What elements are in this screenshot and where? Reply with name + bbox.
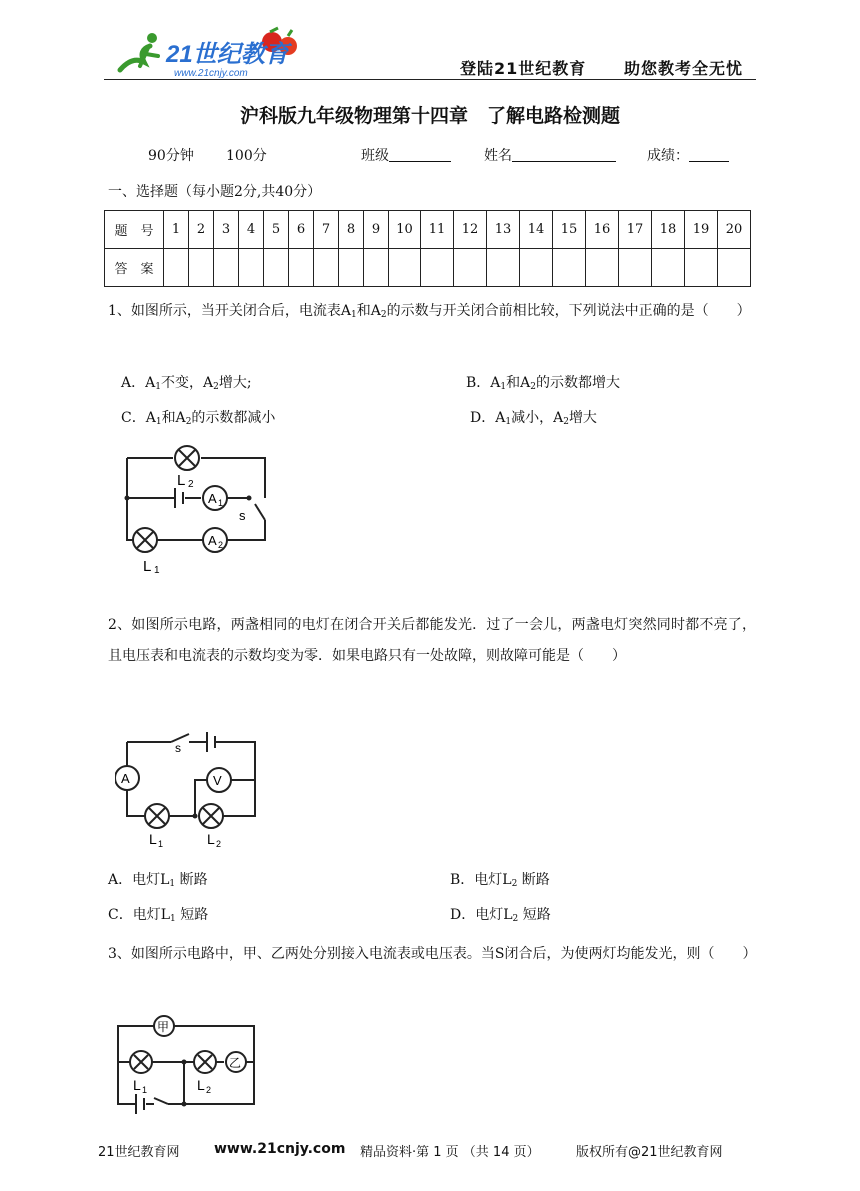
svg-text:L: L (143, 558, 152, 575)
svg-text:L: L (207, 831, 215, 847)
q3-circuit-diagram (108, 1012, 268, 1122)
svg-text:L: L (149, 831, 157, 847)
qnum-cell: 15 (553, 211, 586, 249)
qnum-cell: 8 (339, 211, 364, 249)
footer-page-info: 精品资料·第 1 页 （共 14 页） (360, 1145, 540, 1160)
q2-circuit-diagram (115, 720, 265, 850)
name-label: 姓名 (484, 148, 512, 164)
svg-text:s: s (175, 741, 181, 755)
answer-cell[interactable] (364, 249, 389, 287)
answer-cell[interactable] (454, 249, 487, 287)
svg-text:L: L (177, 472, 186, 489)
answer-cell[interactable] (421, 249, 454, 287)
answer-row (105, 249, 751, 287)
answer-cell[interactable] (520, 249, 553, 287)
question-1-stem: 1、如图所示，当开关闭合后，电流表$A_1$和$A_2$的示数与开关闭合前相比较，下列说法中正确的是（ ） (108, 303, 751, 320)
svg-text:L: L (197, 1077, 205, 1093)
q1-option-d[interactable]: D．$A_1$减小，$A_2$增大 (470, 410, 597, 427)
answer-cell[interactable] (164, 249, 189, 287)
header-slogan-right: 助您教考全无忧 (624, 59, 744, 78)
qnum-cell: 9 (364, 211, 389, 249)
qnum-cell: 17 (619, 211, 652, 249)
q2-option-c[interactable]: C．电灯$L_1$ 短路 (108, 907, 209, 924)
answer-cell[interactable] (718, 249, 751, 287)
qnum-cell: 6 (289, 211, 314, 249)
answer-cell[interactable] (586, 249, 619, 287)
question-3-stem: 3、如图所示电路中，甲、乙两处分别接入电流表或电压表。当S闭合后，为使两灯均能发光，则（ ） (108, 946, 757, 962)
qnum-cell: 11 (421, 211, 454, 249)
qnum-cell: 4 (239, 211, 264, 249)
qnum-cell: 13 (487, 211, 520, 249)
qnum-cell: 14 (520, 211, 553, 249)
qnum-cell: 16 (586, 211, 619, 249)
svg-text:A: A (208, 491, 217, 506)
footer-copyright: 版权所有@21世纪教育网 (576, 1145, 723, 1160)
lamp-icon (199, 804, 223, 828)
qnum-cell: 19 (685, 211, 718, 249)
svg-text:1: 1 (158, 839, 164, 849)
question-number-row (105, 211, 751, 249)
answer-cell[interactable] (619, 249, 652, 287)
footer-site: 21世纪教育网 (98, 1145, 180, 1160)
svg-text:2: 2 (216, 839, 222, 849)
logo (112, 26, 312, 80)
answer-cell[interactable] (264, 249, 289, 287)
answer-cell[interactable] (289, 249, 314, 287)
svg-text:乙: 乙 (229, 1056, 242, 1070)
answer-cell[interactable] (652, 249, 685, 287)
logo-url: www.21cnjy.com (174, 68, 248, 79)
answer-cell[interactable] (339, 249, 364, 287)
logo-text: 21世纪教育 (166, 41, 289, 68)
question-2-stem: 2、如图所示电路，两盏相同的电灯在闭合开关后都能发光．过了一会儿，两盏电灯突然同时都不亮了，且电压表和电流表的示数均变为零．如果电路只有一处故障，则故障可能是（ ） (108, 617, 756, 664)
grade-field[interactable] (647, 145, 729, 165)
row-label-answer: 答 案 (105, 249, 164, 287)
header-rule (104, 79, 756, 80)
svg-text:2: 2 (188, 479, 194, 490)
class-blank[interactable] (389, 147, 451, 162)
grade-blank[interactable] (689, 147, 729, 162)
header-slogan-left: 登陆21世纪教育 (460, 59, 587, 78)
svg-text:s: s (239, 508, 246, 523)
qnum-cell: 12 (454, 211, 487, 249)
name-blank[interactable] (512, 147, 616, 162)
q1-circuit-diagram (115, 440, 275, 580)
svg-text:甲: 甲 (157, 1020, 170, 1034)
q2-option-d[interactable]: D．电灯$L_2$ 短路 (450, 907, 551, 924)
q1-option-c[interactable]: C．$A_1$和$A_2$的示数都减小 (121, 410, 276, 427)
lamp-icon (194, 1051, 216, 1073)
q2-option-b[interactable]: B．电灯$L_2$ 断路 (450, 872, 550, 889)
answer-cell[interactable] (189, 249, 214, 287)
name-field[interactable] (484, 145, 616, 165)
svg-text:1: 1 (218, 498, 224, 508)
answer-cell[interactable] (214, 249, 239, 287)
page-title: 沪科版九年级物理第十四章 了解电路检测题 (239, 105, 620, 127)
class-label: 班级 (361, 148, 389, 164)
answer-cell[interactable] (389, 249, 421, 287)
lamp-icon (175, 446, 199, 470)
footer-url[interactable]: www.21cnjy.com (214, 1141, 346, 1157)
exam-time: 90分钟 (148, 148, 194, 164)
svg-text:2: 2 (206, 1085, 212, 1095)
svg-text:A: A (121, 771, 130, 786)
svg-text:2: 2 (218, 540, 224, 550)
q1-option-b[interactable]: B．$A_1$和$A_2$的示数都增大 (466, 375, 620, 392)
section-heading: 一、选择题（每小题2分,共40分） (108, 184, 322, 200)
lamp-icon (145, 804, 169, 828)
svg-text:1: 1 (154, 565, 160, 576)
qnum-cell: 5 (264, 211, 289, 249)
svg-text:V: V (213, 773, 222, 788)
answer-cell[interactable] (487, 249, 520, 287)
answer-cell[interactable] (685, 249, 718, 287)
svg-text:1: 1 (142, 1085, 148, 1095)
svg-text:L: L (133, 1077, 141, 1093)
qnum-cell: 18 (652, 211, 685, 249)
qnum-cell: 7 (314, 211, 339, 249)
qnum-cell: 10 (389, 211, 421, 249)
answer-cell[interactable] (314, 249, 339, 287)
exam-score: 100分 (226, 148, 267, 164)
answer-table (104, 210, 751, 287)
lamp-icon (130, 1051, 152, 1073)
qnum-cell: 1 (164, 211, 189, 249)
answer-cell[interactable] (239, 249, 264, 287)
grade-label: 成绩： (647, 148, 689, 164)
q1-option-a[interactable]: A．$A_1$不变，$A_2$增大; (121, 375, 252, 392)
row-label-number: 题 号 (105, 211, 164, 249)
qnum-cell: 3 (214, 211, 239, 249)
answer-cell[interactable] (553, 249, 586, 287)
qnum-cell: 20 (718, 211, 751, 249)
qnum-cell: 2 (189, 211, 214, 249)
q2-option-a[interactable]: A．电灯$L_1$ 断路 (108, 872, 208, 889)
lamp-icon (133, 528, 157, 552)
class-field[interactable] (361, 145, 451, 165)
svg-text:A: A (208, 533, 217, 548)
